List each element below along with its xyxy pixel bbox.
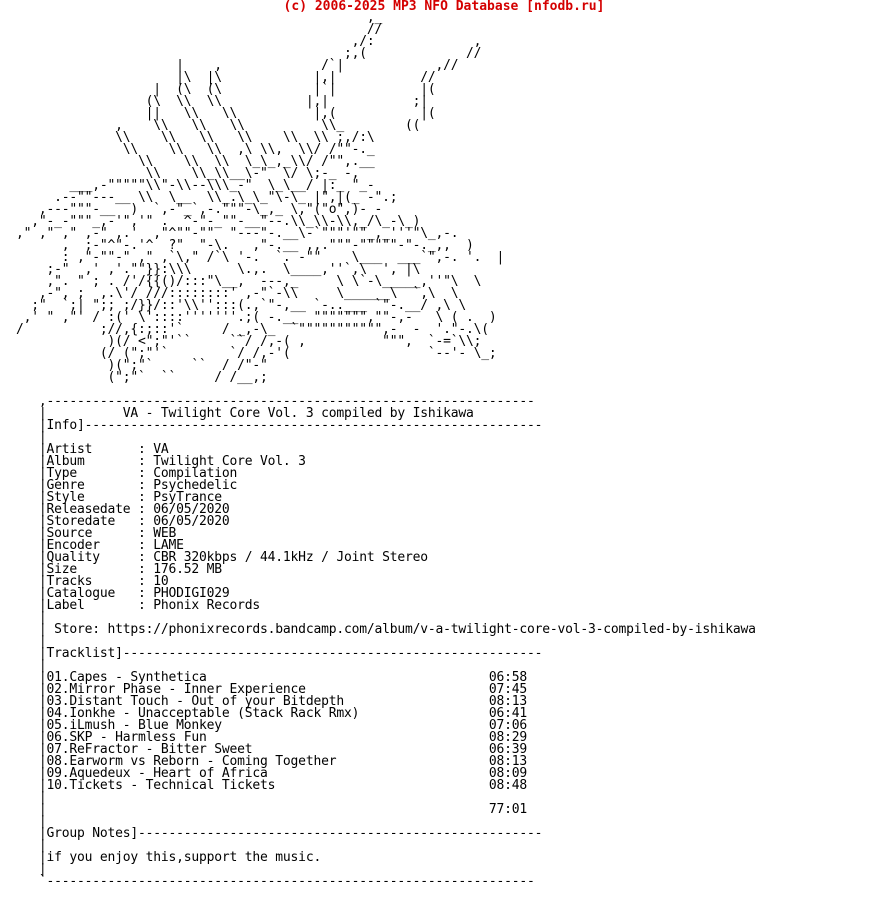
nfo-line: )(";"` `` / /"-" xyxy=(16,358,268,373)
nfo-line: .--""---__ \\ \__ \\_.\_\_"\-\_ |",|(_ -".; xyxy=(16,190,398,205)
nfo-line: |Style : PsyTrance xyxy=(16,490,222,505)
nfo-line: |Artist : VA xyxy=(16,442,169,457)
nfo-line: |Size : 176.52 MB xyxy=(16,562,222,577)
nfo-line: |if you enjoy this,support the music. xyxy=(16,850,322,865)
nfo-line: |Type : Compilation xyxy=(16,466,238,481)
nfo-line: ,_ xyxy=(16,10,383,25)
nfo-line: | xyxy=(16,610,47,625)
nfo-line: | xyxy=(16,634,47,649)
nfo-line: / ;//,{:;::'` / _,-\_ `""""""""""",- - '."-.\( xyxy=(16,322,489,337)
nfo-line: |07.ReFractor - Bitter Sweet 06:39 xyxy=(16,742,527,757)
nfo-line: | xyxy=(16,814,47,829)
nfo-line: |Genre : Psychedelic xyxy=(16,478,238,493)
nfo-line: |04.Ionkhe - Unacceptable (Stack Rack Rmx) 06:41 xyxy=(16,706,527,721)
nfo-line: | xyxy=(16,430,47,445)
nfo-line: |\ |\ |,| // xyxy=(16,70,436,85)
nfo-line: ,---------------------------------------------------------------- xyxy=(16,394,535,409)
nfo-line: (\ \\ \\ |,| ;| xyxy=(16,94,428,109)
nfo-text-block xyxy=(16,12,756,888)
nfo-line: |Releasedate : 06/05/2020 xyxy=(16,502,230,517)
nfo-line: | (\ (\ |`| |( xyxy=(16,82,436,97)
nfo-line: // xyxy=(16,22,383,37)
nfo-line: |Tracks : 10 xyxy=(16,574,169,589)
nfo-line: |05.iLmush - Blue Monkey 07:06 xyxy=(16,718,527,733)
nfo-line: ," ," ," ,-" ,.' ,"^""-"" "---"-.__\-`"""'""_,_'''"\_,-. xyxy=(16,226,459,241)
nfo-line: ;-" ,' ,'.""}}:\\\ \.,. \____,''`,\ ', |\ xyxy=(16,262,421,277)
nfo-line: |06.SKP - Harmless Fun 08:29 xyxy=(16,730,527,745)
nfo-line: |03.Distant Touch - Out of your Bitdepth 08:13 xyxy=(16,694,527,709)
nfo-line: ,---"""-__ ) `,-"_`,-."""-\_,_ \,"("o",)- - xyxy=(16,202,383,217)
nfo-line: ,' " ,"' / :(' \'::::'''''''.;( -.__ """"""",""-,- \ ( . ) xyxy=(16,310,497,325)
nfo-line: | xyxy=(16,790,47,805)
nfo-line: |Storedate : 06/05/2020 xyxy=(16,514,230,529)
nfo-line: (/ (";"'` `/ /,-'( `--'- \_; xyxy=(16,346,497,361)
nfo-line: )(/ <";"'`` ``/ /,-( , """, `-=`\\; xyxy=(16,334,482,349)
copyright-header: (c) 2006-2025 MP3 NFO Database [nfodb.ru] xyxy=(283,0,605,14)
nfo-line: ,". " ; . /'/{{()/:::"\__, ---,_ \ \`-\_____,''"\ \ xyxy=(16,274,482,289)
nfo-line: |Group Notes]----------------------------------------------------- xyxy=(16,826,543,841)
nfo-line: ;,( // xyxy=(16,46,482,61)
nfo-line: |Catalogue : PHODIGI029 xyxy=(16,586,230,601)
nfo-line: |Album : Twilight Core Vol. 3 xyxy=(16,454,306,469)
nfo-line: \\ \\ \\ \_\_,_\\/ /"",.__ xyxy=(16,154,375,169)
nfo-line: |Source : WEB xyxy=(16,526,177,541)
nfo-line: | 77:01 xyxy=(16,802,527,817)
nfo-line: |09.Aquedeux - Heart of Africa 08:09 xyxy=(16,766,527,781)
nfo-line: |Label : Phonix Records xyxy=(16,598,261,613)
nfo-line: , ;-"^"-.'^ ?" "-\. ,"-.__ ,,."""-"""""-"-._,, ) xyxy=(16,238,474,253)
nfo-line: | , /`| ,// xyxy=(16,58,459,73)
nfo-line: \\ \\ \\ ,\ \\, \\/ /""-._ xyxy=(16,142,375,157)
nfo-line: | VA - Twilight Core Vol. 3 compiled by Ishikawa xyxy=(16,406,474,421)
nfo-line: |Info]------------------------------------------------------------ xyxy=(16,418,543,433)
nfo-line: | xyxy=(16,862,47,877)
nfo-line: | Store: https://phonixrecords.bandcamp.com/album/v-a-twilight-core-vol-3-compiled-by-ishikawa xyxy=(16,622,756,637)
nfo-line: `---------------------------------------------------------------- xyxy=(16,874,535,889)
nfo-line: : ,"-""-" ," ,`\," /`\ '-. `. -"" \___ ___`",-. '. | xyxy=(16,250,505,265)
nfo-line: |10.Tickets - Technical Tickets 08:48 xyxy=(16,778,527,793)
nfo-line: \\ \\_\\__\-" \/ \;-_ -, xyxy=(16,166,360,181)
nfo-line: |01.Capes - Synthetica 06:58 xyxy=(16,670,527,685)
nfo-line: |Quality : CBR 320kbps / 44.1kHz / Joint Stereo xyxy=(16,550,428,565)
nfo-line: ___,-"""""\\"-\\--\\\_-" \_\__/ |:_ "_- xyxy=(16,178,375,193)
nfo-line: ,/: , xyxy=(16,34,482,49)
nfo-line: , \\ \\ \\ \\_ (( xyxy=(16,118,421,133)
nfo-line: | xyxy=(16,838,47,853)
nfo-line: ,"-_-"""_,-'",'" . ^-"-_""-__"--.\\_\\-\\,_/\_-\_) xyxy=(16,214,421,229)
nfo-line: ;" `;| ";; ;/}}/::'\\'':::(.,`"-,__ `-..___ `"-.__/ ,\ \ xyxy=(16,298,466,313)
nfo-line: || \\ \\ |,( |( xyxy=(16,106,436,121)
nfo-line: (";"` `` / /__,; xyxy=(16,370,268,385)
nfo-line: |Tracklist]------------------------------------------------------- xyxy=(16,646,543,661)
nfo-line: \\ \\ \\ \\ \\ \\ ;,/:\ xyxy=(16,130,375,145)
nfo-line: |08.Earworm vs Reborn - Coming Together 08:13 xyxy=(16,754,527,769)
nfo-line: | xyxy=(16,658,47,673)
nfo-line: ,-", ; ,.\'/ ///::::::::' ,-"`-\\ \______\ `,\ \ xyxy=(16,286,459,301)
nfo-line: |02.Mirror Phase - Inner Experience 07:45 xyxy=(16,682,527,697)
nfo-line: |Encoder : LAME xyxy=(16,538,184,553)
